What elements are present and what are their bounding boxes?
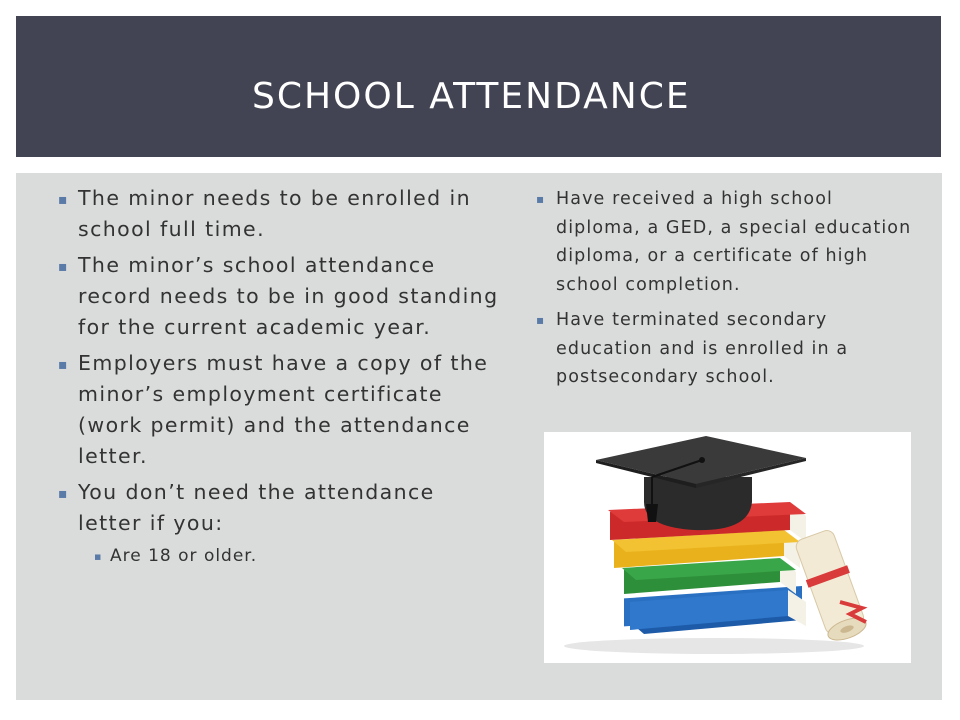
bullet-item bbox=[56, 348, 501, 472]
square-bullet-icon: ▪ bbox=[58, 357, 69, 373]
sub-bullet-text: Are 18 or older. bbox=[110, 546, 258, 566]
bullet-item bbox=[56, 477, 501, 539]
slide-title: SCHOOL ATTENDANCE bbox=[252, 76, 691, 117]
bullet-text: The minor needs to be enrolled in school full time. bbox=[78, 186, 471, 241]
bullet-text: You don’t need the attendance letter if you: bbox=[78, 480, 435, 535]
left-column bbox=[56, 183, 501, 568]
square-bullet-icon: ▪ bbox=[58, 192, 69, 208]
square-bullet-icon: ▪ bbox=[536, 192, 546, 206]
bullet-text: Have received a high school diploma, a GED, a special education diploma, or a certificate of high school completion. bbox=[556, 189, 912, 296]
square-bullet-icon: ▪ bbox=[58, 259, 69, 275]
bullet-item bbox=[56, 250, 501, 343]
graduation-cap-books-diploma-icon bbox=[544, 432, 911, 663]
sub-bullet-item bbox=[94, 544, 501, 568]
graduation-illustration bbox=[544, 432, 911, 663]
square-bullet-icon: ▪ bbox=[58, 486, 69, 502]
square-bullet-icon: ▪ bbox=[94, 550, 103, 563]
bullet-item bbox=[56, 183, 501, 245]
square-bullet-icon: ▪ bbox=[536, 312, 546, 327]
right-column bbox=[534, 185, 914, 398]
bullet-item bbox=[534, 185, 914, 300]
bullet-text: Have terminated secondary education and is enrolled in a postsecondary school. bbox=[556, 309, 849, 388]
bullet-text: The minor’s school attendance record needs to be in good standing for the current academic year. bbox=[78, 253, 499, 339]
bullet-text: Employers must have a copy of the minor’s employment certificate (work permit) and the attendance letter. bbox=[78, 351, 489, 468]
bullet-item bbox=[534, 306, 914, 392]
